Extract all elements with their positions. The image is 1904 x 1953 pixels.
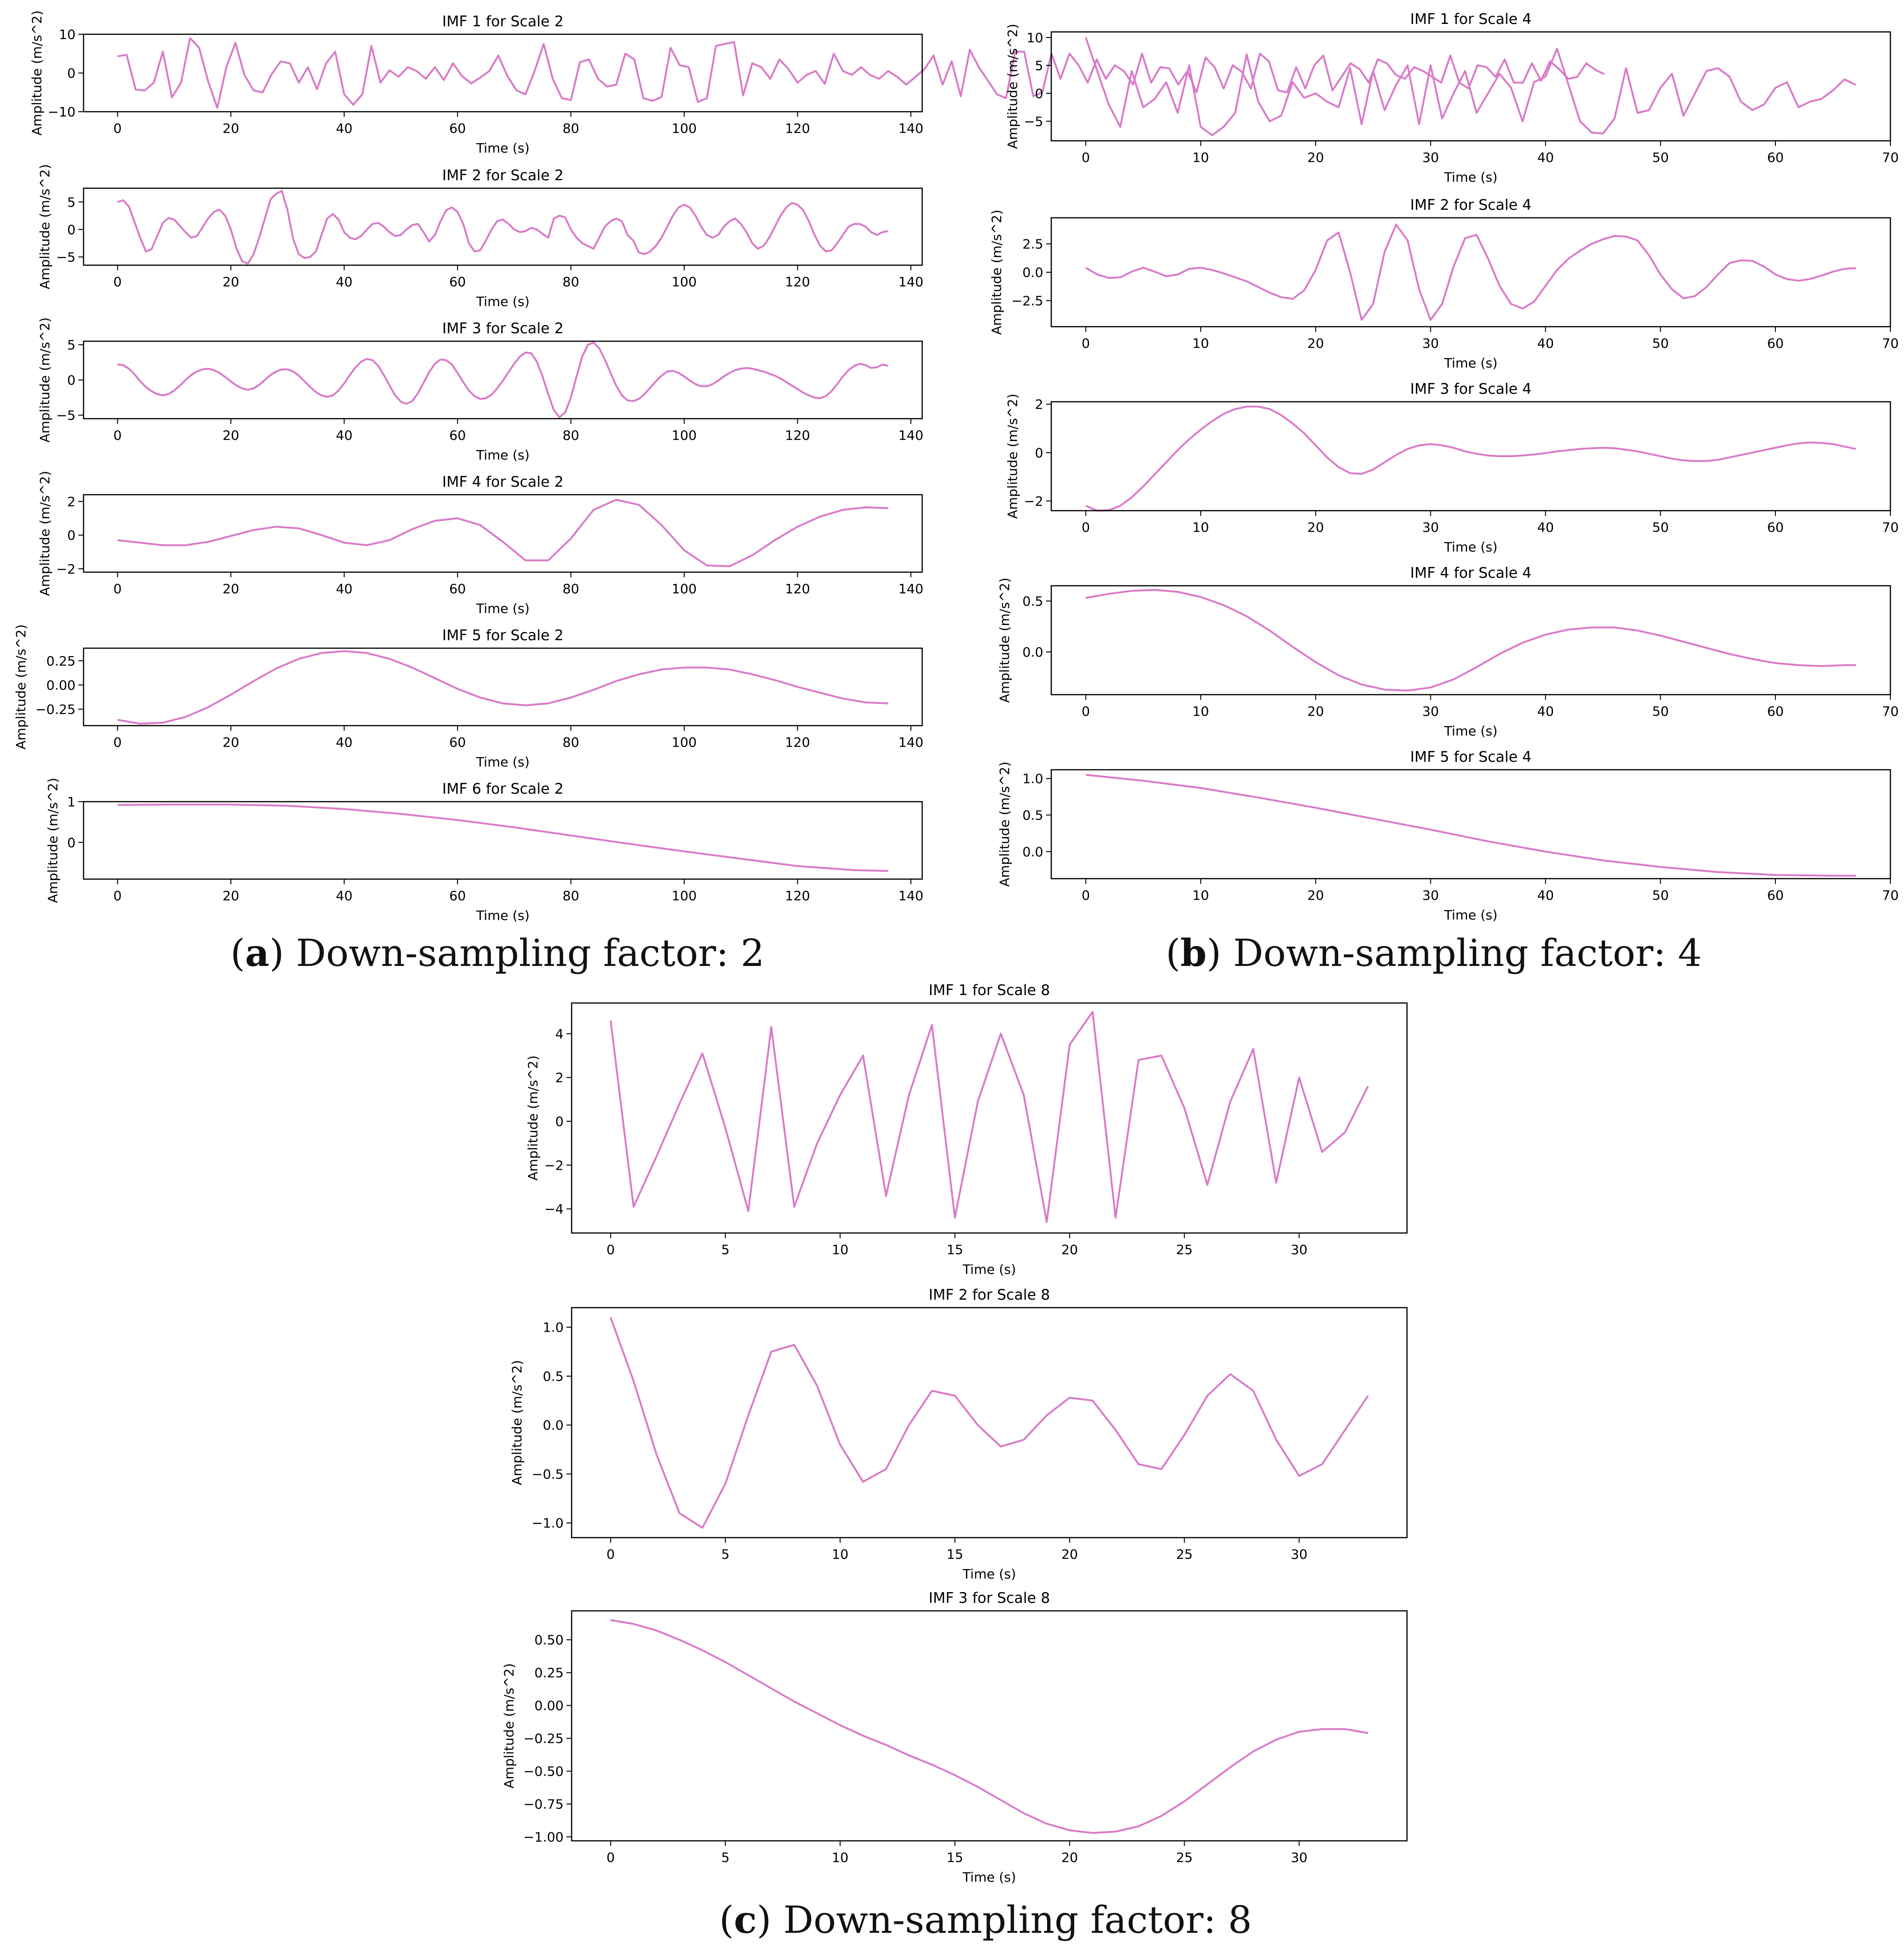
y-tick-label: −4: [544, 1201, 564, 1217]
x-tick-label: 20: [222, 121, 239, 136]
x-tick-label: 50: [1652, 520, 1669, 535]
x-tick-label: 60: [449, 428, 466, 443]
y-axis-label: Amplitude (m/s^2): [525, 1055, 541, 1181]
y-tick-label: 0: [67, 222, 76, 237]
y-tick-label: 2: [1035, 397, 1043, 413]
y-tick-label: 5: [67, 194, 76, 210]
x-tick-label: 70: [1882, 520, 1899, 535]
caption-a-letter: a: [245, 931, 269, 975]
x-tick-label: 120: [785, 735, 811, 750]
y-axis-label: Amplitude (m/s^2): [29, 10, 45, 136]
x-axis-label: Time (s): [476, 294, 530, 309]
x-tick-label: 0: [606, 1547, 615, 1562]
chart-title: IMF 6 for Scale 2: [442, 781, 564, 797]
x-tick-label: 120: [785, 581, 811, 597]
x-tick-label: 100: [672, 888, 697, 904]
x-tick-label: 20: [222, 274, 239, 290]
caption-a-text: Down-sampling factor: 2: [296, 931, 765, 975]
x-tick-label: 30: [1422, 150, 1439, 165]
y-axis-label: Amplitude (m/s^2): [509, 1360, 525, 1486]
x-tick-label: 30: [1291, 1242, 1308, 1257]
x-tick-label: 15: [946, 1547, 963, 1562]
y-tick-label: 0.00: [46, 677, 76, 693]
chart-a-6: [45, 778, 924, 923]
x-tick-label: 10: [832, 1547, 849, 1562]
x-tick-label: 10: [832, 1850, 849, 1865]
x-axis-label: Time (s): [476, 140, 530, 156]
x-tick-label: 20: [222, 581, 239, 597]
x-tick-label: 20: [1061, 1547, 1078, 1562]
y-tick-label: −2.5: [1011, 293, 1043, 309]
chart-b-10: [997, 565, 1899, 739]
y-tick-label: −0.25: [35, 701, 76, 717]
chart-title: IMF 4 for Scale 4: [1410, 565, 1532, 582]
y-tick-label: 10: [1026, 30, 1043, 46]
y-tick-label: 0: [1035, 445, 1043, 461]
y-tick-label: 4: [555, 1026, 564, 1042]
y-tick-label: −1.0: [532, 1515, 564, 1531]
plot-frame: [1051, 586, 1890, 695]
chart-b-7: [1005, 11, 1899, 185]
x-tick-label: 100: [672, 735, 697, 750]
chart-title: IMF 5 for Scale 2: [442, 627, 564, 644]
x-tick-label: 100: [672, 581, 697, 597]
x-tick-label: 140: [898, 428, 924, 443]
x-tick-label: 0: [1081, 704, 1090, 719]
x-tick-label: 20: [1307, 520, 1324, 535]
x-tick-label: 70: [1882, 336, 1899, 351]
y-tick-label: −0.75: [523, 1796, 564, 1812]
y-tick-label: 0: [555, 1114, 564, 1129]
chart-b-11: [997, 749, 1899, 923]
chart-title: IMF 1 for Scale 2: [442, 13, 564, 30]
y-tick-label: −5: [1024, 114, 1043, 130]
x-tick-label: 140: [898, 888, 924, 904]
x-tick-label: 0: [113, 121, 122, 136]
y-tick-label: 1: [67, 794, 76, 810]
x-tick-label: 50: [1652, 704, 1669, 719]
x-tick-label: 20: [1307, 336, 1324, 351]
chart-c-12: [525, 982, 1407, 1277]
caption-c: (c) Down-sampling factor: 8: [719, 1898, 1252, 1942]
plot-frame: [572, 1003, 1407, 1233]
x-tick-label: 0: [113, 735, 122, 750]
x-tick-label: 60: [449, 274, 466, 290]
x-tick-label: 140: [898, 735, 924, 750]
x-tick-label: 50: [1652, 336, 1669, 351]
chart-title: IMF 2 for Scale 2: [442, 167, 564, 184]
series-line: [1086, 590, 1856, 691]
x-tick-label: 10: [832, 1242, 849, 1257]
y-tick-label: −5: [56, 249, 76, 265]
x-tick-label: 60: [449, 121, 466, 136]
y-axis-label: Amplitude (m/s^2): [37, 317, 53, 443]
x-axis-label: Time (s): [1444, 355, 1498, 371]
x-tick-label: 60: [1767, 150, 1784, 165]
y-tick-label: 0.5: [1022, 807, 1043, 823]
x-tick-label: 60: [1767, 704, 1784, 719]
caption-c-text: Down-sampling factor: 8: [783, 1898, 1252, 1942]
x-tick-label: 30: [1422, 520, 1439, 535]
x-tick-label: 100: [672, 428, 697, 443]
y-tick-label: 0.00: [534, 1698, 564, 1714]
chart-title: IMF 2 for Scale 4: [1410, 197, 1532, 214]
x-axis-label: Time (s): [476, 447, 530, 463]
x-tick-label: 20: [1061, 1850, 1078, 1865]
x-tick-label: 70: [1882, 704, 1899, 719]
y-tick-label: 0.50: [534, 1632, 564, 1648]
x-tick-label: 60: [1767, 888, 1784, 903]
caption-b-letter: b: [1180, 931, 1207, 975]
series-line: [117, 651, 888, 724]
x-tick-label: 0: [606, 1850, 615, 1865]
y-axis-label: Amplitude (m/s^2): [997, 577, 1012, 703]
x-axis-label: Time (s): [1444, 723, 1498, 739]
x-tick-label: 5: [721, 1242, 730, 1257]
series-line: [117, 191, 888, 264]
chart-title: IMF 3 for Scale 2: [442, 320, 564, 337]
x-tick-label: 20: [222, 428, 239, 443]
x-tick-label: 70: [1882, 888, 1899, 903]
x-tick-label: 0: [1081, 520, 1090, 535]
series-line: [611, 1620, 1368, 1833]
x-tick-label: 20: [1061, 1242, 1078, 1257]
y-tick-label: 0.25: [534, 1665, 564, 1681]
plot-frame: [84, 188, 922, 265]
x-tick-label: 20: [1307, 704, 1324, 719]
x-tick-label: 100: [672, 121, 697, 136]
y-tick-label: 0.25: [46, 653, 76, 669]
plot-frame: [1051, 32, 1890, 141]
x-tick-label: 100: [672, 274, 697, 290]
y-tick-label: 0.0: [543, 1417, 564, 1433]
y-tick-label: 2: [67, 494, 76, 510]
y-axis-label: Amplitude (m/s^2): [997, 761, 1012, 887]
x-tick-label: 50: [1652, 150, 1669, 165]
y-axis-label: Amplitude (m/s^2): [501, 1663, 517, 1789]
chart-b-9: [1005, 381, 1899, 555]
x-tick-label: 25: [1176, 1547, 1193, 1562]
x-tick-label: 80: [562, 581, 580, 597]
x-tick-label: 10: [1192, 704, 1209, 719]
y-axis-label: Amplitude (m/s^2): [1005, 23, 1020, 149]
series-line: [117, 343, 888, 417]
y-tick-label: 0.0: [1022, 644, 1043, 660]
x-axis-label: Time (s): [1444, 169, 1498, 185]
x-tick-label: 30: [1422, 704, 1439, 719]
x-tick-label: 40: [1537, 520, 1554, 535]
x-tick-label: 60: [449, 581, 466, 597]
y-tick-label: 0.5: [1022, 593, 1043, 609]
x-tick-label: 60: [449, 735, 466, 750]
x-tick-label: 80: [562, 735, 580, 750]
caption-b: (b) Down-sampling factor: 4: [1165, 931, 1702, 975]
y-tick-label: 0: [1035, 85, 1043, 101]
y-tick-label: −2: [544, 1157, 564, 1173]
x-tick-label: 0: [606, 1242, 615, 1257]
x-tick-label: 30: [1422, 888, 1439, 903]
y-tick-label: −0.25: [523, 1731, 564, 1746]
x-tick-label: 30: [1422, 336, 1439, 351]
x-tick-label: 10: [1192, 520, 1209, 535]
x-axis-label: Time (s): [476, 601, 530, 616]
y-tick-label: 2.5: [1022, 236, 1043, 252]
x-axis-label: Time (s): [1444, 539, 1498, 555]
series-line: [611, 1012, 1368, 1222]
y-tick-label: −2: [56, 561, 76, 577]
y-tick-label: 10: [59, 27, 76, 42]
x-axis-label: Time (s): [1444, 907, 1498, 923]
x-tick-label: 80: [562, 888, 580, 904]
x-tick-label: 40: [336, 428, 353, 443]
chart-a-3: [37, 317, 924, 463]
y-axis-label: Amplitude (m/s^2): [37, 471, 53, 596]
x-tick-label: 20: [222, 735, 239, 750]
x-tick-label: 80: [562, 428, 580, 443]
plot-frame: [1051, 218, 1890, 327]
x-tick-label: 10: [1192, 888, 1209, 903]
x-tick-label: 140: [898, 274, 924, 290]
y-tick-label: −5: [56, 407, 76, 423]
x-tick-label: 0: [113, 274, 122, 290]
y-tick-label: 0.0: [1022, 844, 1043, 860]
chart-c-14: [501, 1590, 1407, 1885]
x-axis-label: Time (s): [476, 754, 530, 770]
y-axis-label: Amplitude (m/s^2): [13, 624, 29, 750]
x-tick-label: 40: [1537, 336, 1554, 351]
y-tick-label: −2: [1024, 493, 1043, 509]
x-tick-label: 140: [898, 581, 924, 597]
x-tick-label: 40: [336, 581, 353, 597]
x-tick-label: 40: [1537, 888, 1554, 903]
y-tick-label: −0.50: [523, 1763, 564, 1779]
y-tick-label: 0: [67, 65, 76, 81]
chart-c-13: [509, 1287, 1407, 1582]
y-tick-label: −1.00: [523, 1829, 564, 1845]
series-line: [611, 1317, 1368, 1528]
series-line: [117, 804, 888, 871]
plot-frame: [84, 802, 922, 879]
x-tick-label: 5: [721, 1547, 730, 1562]
x-tick-label: 40: [336, 888, 353, 904]
x-tick-label: 140: [898, 121, 924, 136]
y-tick-label: 0: [67, 528, 76, 544]
x-tick-label: 40: [336, 274, 353, 290]
chart-title: IMF 5 for Scale 4: [1410, 749, 1532, 766]
y-tick-label: −0.5: [532, 1466, 564, 1482]
x-tick-label: 0: [1081, 150, 1090, 165]
caption-b-text: Down-sampling factor: 4: [1233, 931, 1702, 975]
x-tick-label: 0: [1081, 888, 1090, 903]
x-tick-label: 20: [1307, 888, 1324, 903]
y-tick-label: 0: [67, 372, 76, 388]
plot-frame: [572, 1611, 1407, 1841]
x-tick-label: 80: [562, 121, 580, 136]
plot-frame: [1051, 402, 1890, 511]
plot-frame: [572, 1308, 1407, 1538]
y-tick-label: 0.0: [1022, 265, 1043, 280]
x-tick-label: 20: [1307, 150, 1324, 165]
plot-frame: [84, 34, 922, 112]
x-tick-label: 40: [336, 121, 353, 136]
x-tick-label: 40: [1537, 704, 1554, 719]
x-tick-label: 60: [1767, 336, 1784, 351]
x-tick-label: 10: [1192, 150, 1209, 165]
x-axis-label: Time (s): [476, 908, 530, 923]
y-axis-label: Amplitude (m/s^2): [37, 164, 53, 290]
chart-title: IMF 3 for Scale 8: [928, 1590, 1050, 1607]
chart-a-4: [37, 471, 924, 616]
x-tick-label: 25: [1176, 1242, 1193, 1257]
x-tick-label: 120: [785, 428, 811, 443]
caption-a: (a) Down-sampling factor: 2: [230, 931, 765, 975]
chart-a-2: [37, 164, 924, 309]
x-tick-label: 40: [1537, 150, 1554, 165]
plot-frame: [1051, 770, 1890, 879]
chart-title: IMF 2 for Scale 8: [928, 1287, 1050, 1303]
x-tick-label: 15: [946, 1850, 963, 1865]
x-tick-label: 60: [1767, 520, 1784, 535]
series-line: [1086, 406, 1856, 511]
x-tick-label: 10: [1192, 336, 1209, 351]
x-tick-label: 25: [1176, 1850, 1193, 1865]
chart-b-8: [989, 197, 1899, 371]
y-tick-label: 1.0: [1022, 771, 1043, 787]
x-tick-label: 60: [449, 888, 466, 904]
plot-frame: [84, 495, 922, 572]
chart-title: IMF 3 for Scale 4: [1410, 381, 1532, 398]
x-tick-label: 0: [113, 581, 122, 597]
chart-title: IMF 4 for Scale 2: [442, 474, 564, 490]
x-tick-label: 120: [785, 274, 811, 290]
x-tick-label: 20: [222, 888, 239, 904]
y-tick-label: −10: [47, 104, 76, 120]
x-tick-label: 30: [1291, 1850, 1308, 1865]
series-line: [1086, 775, 1856, 876]
x-tick-label: 80: [562, 274, 580, 290]
y-tick-label: 5: [67, 337, 76, 353]
y-axis-label: Amplitude (m/s^2): [1005, 393, 1020, 519]
chart-title: IMF 1 for Scale 8: [928, 982, 1050, 999]
series-line: [1086, 225, 1856, 320]
x-tick-label: 30: [1291, 1547, 1308, 1562]
series-line: [117, 500, 888, 567]
x-axis-label: Time (s): [963, 1262, 1016, 1277]
y-axis-label: Amplitude (m/s^2): [989, 209, 1004, 335]
series-line: [1086, 38, 1856, 135]
x-tick-label: 50: [1652, 888, 1669, 903]
x-axis-label: Time (s): [963, 1869, 1016, 1885]
x-tick-label: 120: [785, 888, 811, 904]
x-tick-label: 120: [785, 121, 811, 136]
x-tick-label: 15: [946, 1242, 963, 1257]
y-tick-label: 5: [1035, 58, 1043, 74]
chart-a-5: [13, 624, 924, 770]
y-axis-label: Amplitude (m/s^2): [45, 778, 61, 903]
caption-c-letter: c: [734, 1898, 757, 1942]
y-tick-label: 0.5: [543, 1368, 564, 1384]
y-tick-label: 2: [555, 1070, 564, 1086]
y-tick-label: 1.0: [543, 1319, 564, 1335]
chart-title: IMF 1 for Scale 4: [1410, 11, 1532, 28]
x-tick-label: 0: [113, 888, 122, 904]
x-tick-label: 0: [113, 428, 122, 443]
y-tick-label: 0: [67, 835, 76, 850]
x-tick-label: 0: [1081, 336, 1090, 351]
x-tick-label: 5: [721, 1850, 730, 1865]
x-tick-label: 40: [336, 735, 353, 750]
x-tick-label: 70: [1882, 150, 1899, 165]
x-axis-label: Time (s): [963, 1566, 1016, 1582]
